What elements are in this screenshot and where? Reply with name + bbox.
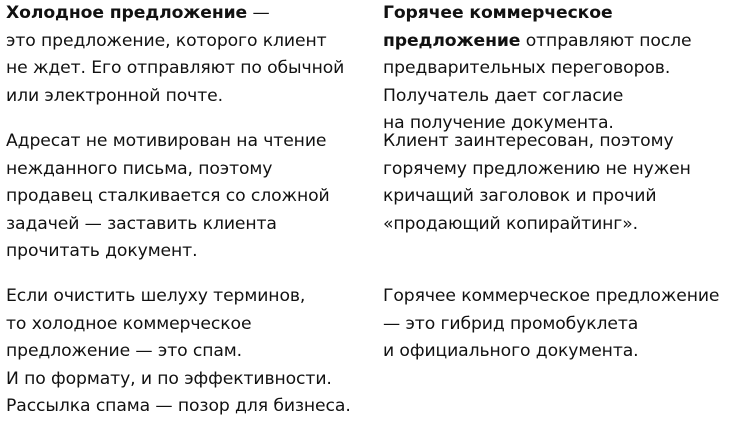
line: то холодное коммерческое	[6, 313, 252, 334]
cold-offer-conclusion	[6, 283, 351, 421]
line	[6, 0, 344, 28]
line: Рассылка спама — позор для бизнеса.	[6, 396, 351, 416]
cold-offer-definition	[6, 0, 344, 110]
line: «продающий копирайтинг».	[383, 213, 639, 234]
hot-offer-client	[383, 128, 691, 238]
line: не ждет. Его отправляют по обычной	[6, 58, 345, 78]
text-fragment: отправляют после	[520, 30, 692, 51]
line: предложение — это спам.	[6, 341, 243, 361]
line	[383, 28, 692, 56]
line: задачей — заставить клиента	[6, 213, 277, 234]
line: или электронной почте.	[6, 85, 223, 106]
cold-offer-term: Холодное предложение	[6, 3, 248, 23]
text-fragment: —	[247, 3, 270, 23]
line: Получатель дает согласие	[383, 85, 624, 106]
line: — это гибрид промобуклета	[383, 313, 639, 334]
line: кричащий заголовок и прочий	[383, 186, 657, 206]
cold-offer-problem	[6, 128, 330, 266]
hot-offer-definition	[383, 0, 692, 138]
line: нежданного письма, поэтому	[6, 158, 273, 179]
line: предварительных переговоров.	[383, 58, 671, 78]
hot-offer-term-continued: предложение	[383, 30, 521, 51]
line: на получение документа.	[383, 113, 614, 133]
line: Горячее коммерческое предложение	[383, 286, 720, 306]
line: и официального документа.	[383, 341, 639, 361]
hot-offer-term: Горячее коммерческое	[383, 3, 613, 23]
line: Адресат не мотивирован на чтение	[6, 131, 327, 151]
line: Если очистить шелуху терминов,	[6, 286, 306, 306]
hot-offer-conclusion	[383, 283, 719, 366]
line: это предложение, которого клиент	[6, 30, 327, 51]
line: горячему предложению не нужен	[383, 158, 691, 179]
line: прочитать документ.	[6, 241, 198, 261]
line: продавец сталкивается со сложной	[6, 186, 330, 206]
line: И по формату, и по эффективности.	[6, 368, 332, 389]
line: Клиент заинтересован, поэтому	[383, 131, 674, 151]
